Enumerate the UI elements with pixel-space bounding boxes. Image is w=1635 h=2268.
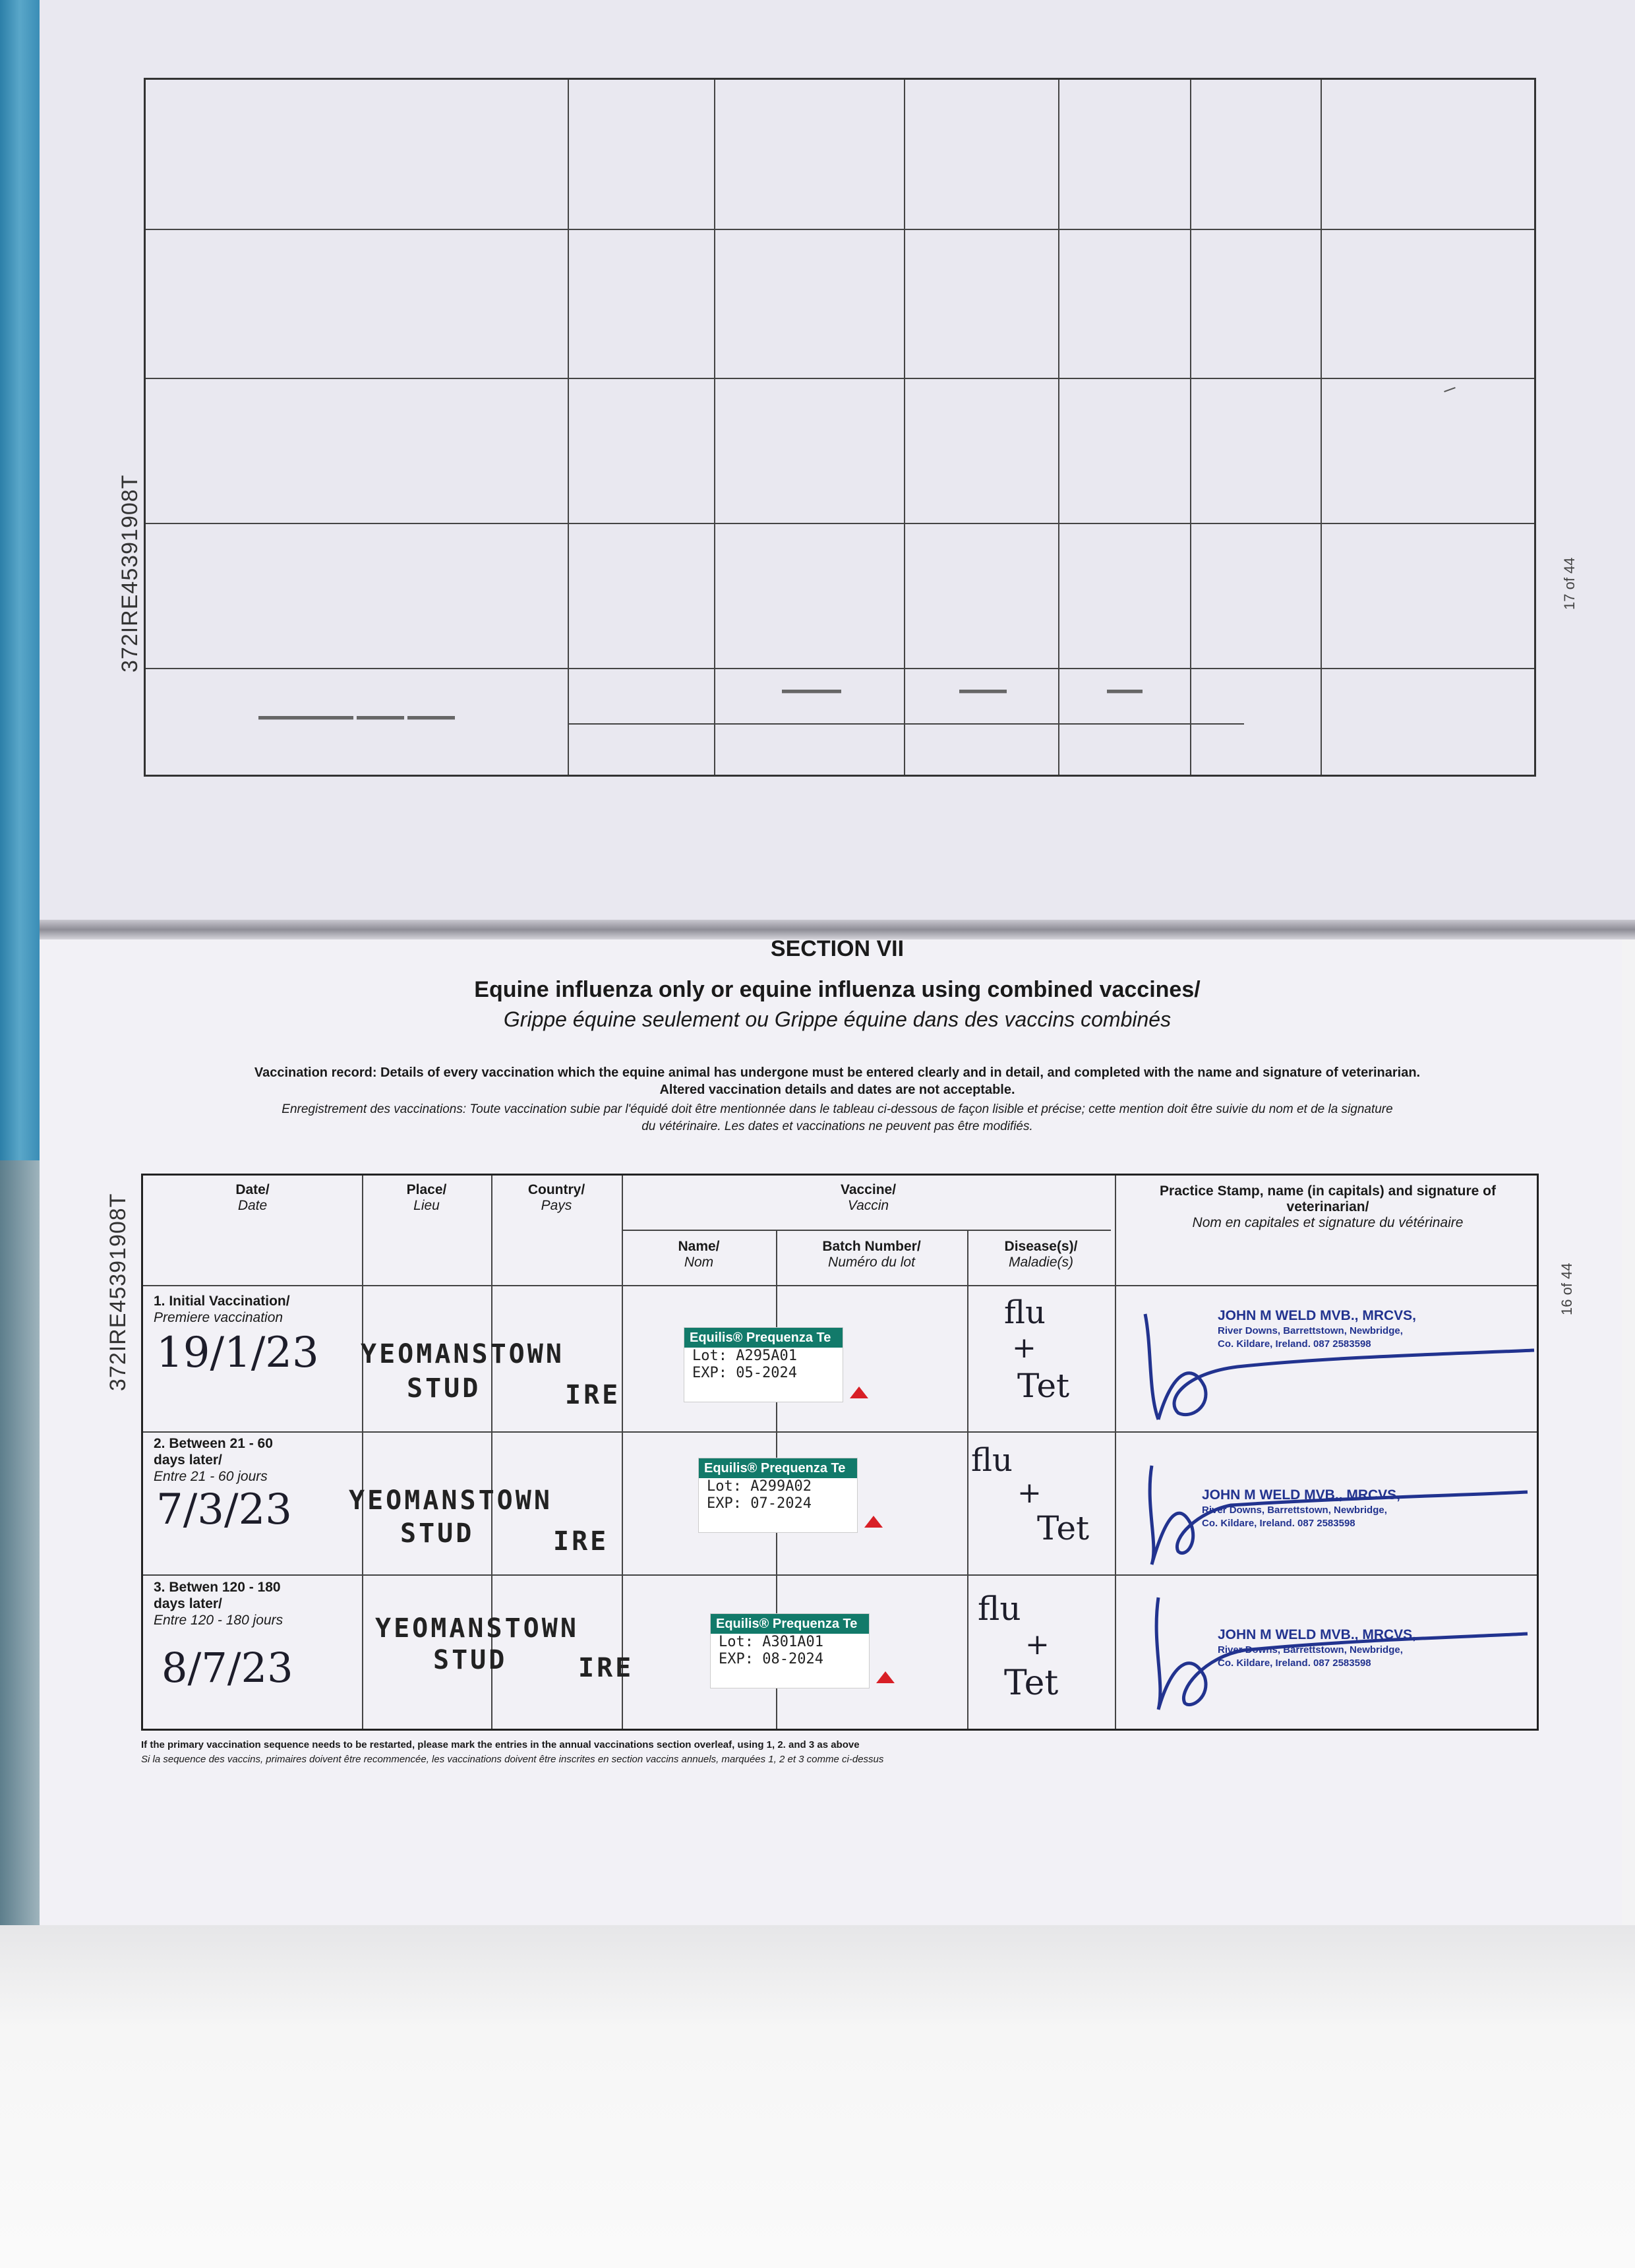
vaccine-label-2: Equilis® Prequenza Te Lot: A299A02 EXP: 07-2024 [698, 1458, 858, 1533]
vaccine-label-1: Equilis® Prequenza Te Lot: A295A01 EXP: 05-2024 [684, 1327, 843, 1402]
country-stamp-1: IRE [565, 1380, 621, 1410]
country-stamp-2: IRE [553, 1526, 609, 1557]
row-label-1: 1. Initial Vaccination/ Premiere vaccination [154, 1294, 290, 1325]
handwritten-date-3: 8/7/23 [162, 1644, 293, 1692]
handwritten-date-2: 7/3/23 [156, 1485, 292, 1534]
page-number-bottom: 16 of 44 [1559, 1263, 1575, 1315]
header-country: Country/ Pays [527, 1182, 585, 1213]
page-title: Equine influenza only or equine influenza using combined vaccines/ [474, 977, 1201, 1002]
place-stamp-3: YEOMANSTOWN [375, 1613, 579, 1644]
inverted-header-text: ▬▬▬▬ [959, 687, 1007, 700]
header-vaccine: Vaccine/ Vaccin [840, 1182, 897, 1213]
binding-spine-lower [0, 1160, 40, 1952]
intro-text-2: Altered vaccination details and dates are not acceptable. [659, 1083, 1015, 1097]
vet-stamp-3: JOHN M WELD MVB., MRCVS, River Downs, Barrettstown, Newbridge, Co. Kildare, Ireland. 087 2583598 [1218, 1627, 1417, 1669]
header-place: Place/ Lieu [406, 1182, 447, 1213]
handwritten-disease-2-tet: Tet [1037, 1509, 1090, 1547]
row-label-2: 2. Between 21 - 60 days later/ Entre 21 - 60 jours [154, 1436, 273, 1484]
label-red-mark [876, 1671, 895, 1683]
primary-vaccination-table [141, 1174, 1539, 1731]
footnote: If the primary vaccination sequence needs to be restarted, please mark the entries in the annual vaccinations section overleaf, using 1, 2. and 3 as above [141, 1739, 860, 1750]
place-stamp-1-line-2: STUD [407, 1373, 481, 1404]
handwritten-disease-1: flu [1004, 1294, 1046, 1331]
row-label-3: 3. Betwen 120 - 180 days later/ Entre 120 - 180 jours [154, 1580, 283, 1628]
handwritten-disease-2: flu [971, 1442, 1013, 1479]
header-vaccine-name: Name/ Nom [678, 1239, 720, 1270]
section-title: SECTION VII [770, 936, 905, 961]
place-stamp-2-line-2: STUD [400, 1518, 475, 1549]
passport-id-bottom: 372IRE45391908T [105, 1193, 131, 1391]
binding-spine [0, 0, 40, 1160]
header-date: Date/ Date [235, 1182, 270, 1213]
intro-text-french: Enregistrement des vaccinations: Toute vaccination subie par l'équidé doit être mentionnée dans le tableau ci-dessous de façon lisible et précise; cette mention doit être suivie du nom et de la signature [282, 1102, 1393, 1116]
handwritten-disease-1-tet: Tet [1017, 1367, 1070, 1405]
vaccine-label-3: Equilis® Prequenza Te Lot: A301A01 EXP: 08-2024 [710, 1613, 870, 1688]
inverted-header-text: ▬▬▬ [1107, 687, 1143, 700]
intro-text: Vaccination record: Details of every vaccination which the equine animal has undergone must be entered clearly and in detail, and completed with the name and signature of veterinarian. [254, 1065, 1421, 1080]
handwritten-date-1: 19/1/23 [156, 1328, 319, 1377]
handwritten-disease-3-tet: Tet [1004, 1663, 1059, 1703]
place-stamp-2: YEOMANSTOWN [349, 1485, 552, 1516]
handwritten-disease-2-plus: + [1017, 1476, 1042, 1510]
vet-stamp-1: JOHN M WELD MVB., MRCVS, River Downs, Barrettstown, Newbridge, Co. Kildare, Ireland. 087 2583598 [1218, 1308, 1417, 1350]
header-diseases: Disease(s)/ Maladie(s) [1004, 1239, 1078, 1270]
intro-text-french-2: du vétérinaire. Les dates et vaccinations ne peuvent pas être modifiés. [641, 1119, 1033, 1133]
inverted-header-text: ▬▬▬▬ ▬▬▬▬ ▬▬▬▬▬▬▬▬ [258, 713, 456, 727]
vet-stamp-2: JOHN M WELD MVB., MRCVS, River Downs, Barrettstown, Newbridge, Co. Kildare, Ireland. 087 2583598 [1202, 1487, 1401, 1529]
label-red-mark [864, 1516, 883, 1528]
handwritten-disease-3-plus: + [1025, 1628, 1050, 1661]
page-title-french: Grippe équine seulement ou Grippe équine dans des vaccins combinés [503, 1007, 1172, 1031]
header-practice-stamp: Practice Stamp, name (in capitals) and signature of veterinarian/ Nom en capitales et signature du vétérinaire [1160, 1183, 1496, 1230]
country-stamp-3: IRE [578, 1653, 634, 1683]
footnote-french: Si la sequence des vaccins, primaires doivent être recommencée, les vaccinations doivent être inscrites en section vaccins annuels, marquées 1, 2 et 3 comme ci-dessus [141, 1754, 884, 1765]
vet-signature-2 [1132, 1439, 1541, 1571]
place-stamp-1: YEOMANSTOWN [361, 1339, 564, 1369]
header-batch-number: Batch Number/ Numéro du lot [822, 1239, 921, 1270]
inverted-header-text: ▬▬▬▬▬ [782, 687, 841, 700]
annual-vaccination-table-blank [144, 78, 1536, 777]
label-red-mark [850, 1387, 868, 1398]
scan-background [0, 1925, 1635, 2268]
vet-signature-3 [1132, 1578, 1541, 1723]
passport-id-top: 372IRE45391908T [117, 474, 142, 672]
place-stamp-3-line-2: STUD [433, 1645, 508, 1675]
handwritten-disease-3: flu [978, 1590, 1021, 1628]
handwritten-disease-1-plus: + [1012, 1331, 1036, 1365]
vet-signature-1 [1132, 1294, 1541, 1426]
page-number-top: 17 of 44 [1561, 557, 1578, 610]
